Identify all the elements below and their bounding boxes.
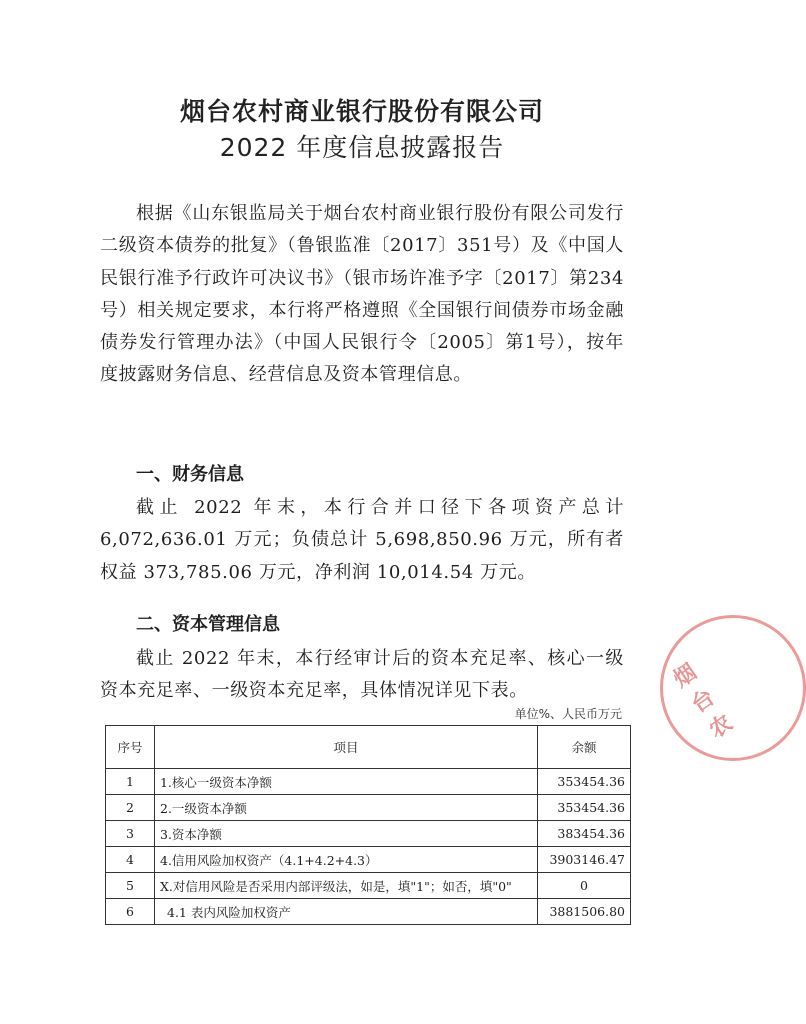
row-no: 6 [106,899,155,925]
header-item: 项目 [155,726,538,769]
header-value: 余额 [538,726,631,769]
row-no: 1 [106,769,155,795]
row-value: 3881506.80 [538,899,631,925]
row-item: 3.资本净额 [155,821,538,847]
table-header-row [106,726,631,769]
document-subtitle: 2022 年度信息披露报告 [219,133,505,162]
financial-paragraph: 截止 2022 年末，本行合并口径下各项资产总计 6,072,636.01 万元；负债总计 5,698,850.96 万元，所有者权益 373,785.06 万元，净利润 10,014.54 万元。 [100,497,624,583]
table-row [106,873,631,899]
intro-paragraph: 根据《山东银监局关于烟台农村商业银行股份有限公司发行二级资本债券的批复》（鲁银监准〔2017〕351号）及《中国人民银行准予行政许可决议书》（银市场许准予字〔2017〕第234号）相关规定要求，本行将严格遵照《全国银行间债券市场金融债券发行管理办法》（中国人民银行令〔2005〕第1号），按年度披露财务信息、经营信息及资本管理信息。 [100,203,624,386]
capital-paragraph: 截止 2022 年末，本行经审计后的资本充足率、核心一级资本充足率、一级资本充足率，具体情况详见下表。 [100,648,624,702]
table-row [106,769,631,795]
table-row [106,847,631,873]
table-unit-note: 单位%、人民币万元 [514,707,622,721]
row-item: 2.一级资本净额 [155,795,538,821]
table-row [106,899,631,925]
row-no: 5 [106,873,155,899]
row-no: 2 [106,795,155,821]
row-item: 1.核心一级资本净额 [155,769,538,795]
row-value: 353454.36 [538,795,631,821]
capital-table [105,725,631,925]
section-heading-capital: 二、资本管理信息 [136,614,280,635]
row-value: 0 [538,873,631,899]
header-no: 序号 [106,726,155,769]
table-row [106,821,631,847]
official-seal-text: 烟台农 [669,659,738,744]
document-title: 烟台农村商业银行股份有限公司 [179,97,544,126]
row-no: 4 [106,847,155,873]
row-value: 3903146.47 [538,847,631,873]
row-no: 3 [106,821,155,847]
row-item: 4.信用风险加权资产（4.1+4.2+4.3） [155,847,538,873]
row-value: 353454.36 [538,769,631,795]
row-item: X.对信用风险是否采用内部评级法，如是，填"1"；如否，填"0" [155,873,538,899]
row-item: 4.1 表内风险加权资产 [155,899,538,925]
table-row [106,795,631,821]
section-heading-financial: 一、财务信息 [136,464,244,485]
row-value: 383454.36 [538,821,631,847]
